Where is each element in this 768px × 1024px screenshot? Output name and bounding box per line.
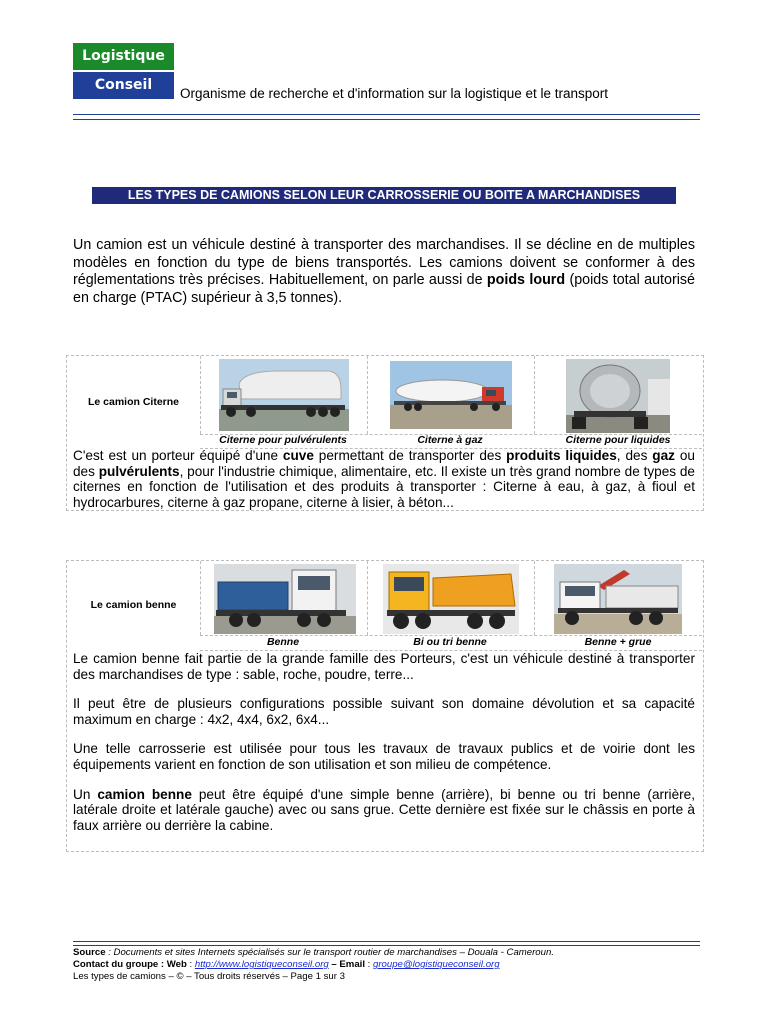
footer-source-label: Source bbox=[73, 947, 106, 958]
citerne-description bbox=[73, 448, 695, 510]
intro-text-1: Un camion est un véhicule destiné à transporter des marchandises. Il se décline en de multiples modèles en fonction du type de biens transportés. Les camions doivent se conformer à des réglementations très précises. Habituellement, on parle aussi de bbox=[73, 237, 695, 288]
footer-source-text: : Documents et sites Internets spécialisés sur le transport routier de marchandises – Douala - Cameroun. bbox=[105, 947, 554, 958]
benne-caption-3: Benne + grue bbox=[584, 636, 652, 648]
benne-paragraph-2: Il peut être de plusieurs configurations possible suivant son domaine dévolution et sa capacité maximum en charge : 4x2, 4x4, 6x2, 6x4... bbox=[73, 696, 695, 727]
footer-email-link[interactable]: groupe@logistiqueconseil.org bbox=[373, 959, 500, 970]
footer-sep-1: : bbox=[186, 959, 195, 970]
citerne-caption-1: Citerne pour pulvérulents bbox=[219, 434, 347, 446]
logo-bottom: Conseil bbox=[73, 72, 174, 99]
footer-contact bbox=[73, 959, 554, 971]
footer-web-link[interactable]: http://www.logistiqueconseil.org bbox=[194, 959, 329, 970]
citerne-table bbox=[66, 355, 704, 511]
benne-label: Le camion benne bbox=[90, 599, 177, 611]
footer bbox=[73, 947, 554, 983]
bi-tri-benne-photo bbox=[383, 564, 519, 634]
footer-divider bbox=[73, 941, 700, 946]
citerne-text-5: , pour l'industrie chimique, alimentaire, etc. Il existe un très grand nombre de types de citernes en fonction de l'utilisation et des produits à transporter : Citerne à eau, à gaz, à fioul et hydrocarbures, citerne à gaz propane, citerne à lisier, à béton... bbox=[73, 463, 695, 510]
header-divider bbox=[73, 114, 700, 120]
benne-description bbox=[73, 651, 695, 847]
page-title: LES TYPES DE CAMIONS SELON LEUR CARROSSERIE OU BOITE A MARCHANDISES bbox=[92, 187, 676, 204]
citerne-text-4: ou des bbox=[73, 448, 695, 479]
benne-caption-2: Bi ou tri benne bbox=[413, 636, 487, 648]
citerne-bold-pulverulents: pulvérulents bbox=[98, 463, 180, 479]
benne-paragraph-4 bbox=[73, 787, 695, 834]
footer-sep-2: – bbox=[328, 959, 340, 970]
citerne-pulverulent-photo bbox=[219, 359, 349, 431]
citerne-bold-gaz: gaz bbox=[652, 448, 675, 463]
benne-grue-photo bbox=[554, 564, 682, 634]
citerne-caption-3: Citerne pour liquides bbox=[565, 434, 671, 446]
intro-text-2: (poids total autorisé en charge (PTAC) supérieur à 3,5 tonnes). bbox=[73, 272, 695, 306]
citerne-text-3: , des bbox=[616, 448, 653, 463]
citerne-caption-2: Citerne à gaz bbox=[417, 434, 483, 446]
citerne-label: Le camion Citerne bbox=[87, 396, 180, 408]
intro-bold: poids lourd bbox=[486, 272, 566, 288]
benne-p4-text-2: peut être équipé d'une simple benne (arrière), bi benne ou tri benne (arrière, latérale droite et latérale gauche) avec ou sans grue. Cette dernière est fixée sur le châssis en porte à faux arrière ou derrière la cabine. bbox=[73, 786, 696, 833]
footer-sep-3: : bbox=[365, 959, 374, 970]
benne-p4-text-1: Un bbox=[73, 786, 98, 802]
citerne-liquides-photo bbox=[566, 359, 670, 433]
citerne-text-2: permettant de transporter des bbox=[313, 448, 507, 463]
header-tagline: Organisme de recherche et d'information sur la logistique et le transport bbox=[180, 86, 609, 101]
benne-table bbox=[66, 560, 704, 852]
citerne-bold-cuve: cuve bbox=[282, 448, 314, 463]
footer-contact-label: Contact du groupe : Web bbox=[73, 959, 187, 970]
benne-caption-1: Benne bbox=[266, 636, 300, 648]
logo bbox=[73, 43, 174, 99]
citerne-gaz-photo bbox=[390, 361, 512, 429]
intro-paragraph bbox=[73, 237, 695, 307]
benne-paragraph-1: Le camion benne fait partie de la grande famille des Porteurs, c'est un véhicule destiné à transporter des marchandises de type : sable, roche, poudre, terre... bbox=[73, 651, 695, 682]
citerne-bold-liquides: produits liquides bbox=[506, 448, 617, 463]
footer-copyright: Les types de camions – © – Tous droits réservés – Page 1 sur 3 bbox=[73, 971, 345, 982]
benne-photo bbox=[214, 564, 356, 634]
footer-email-label: Email bbox=[339, 959, 366, 970]
citerne-text-1: C'est est un porteur équipé d'une bbox=[73, 448, 283, 463]
benne-paragraph-3: Une telle carrosserie est utilisée pour tous les travaux de travaux publics et de voirie dont les équipements varient en fonction de son utilisation et son milieu de compétence. bbox=[73, 741, 695, 772]
footer-source bbox=[73, 947, 554, 959]
benne-p4-bold: camion benne bbox=[97, 786, 192, 802]
logo-top: Logistique bbox=[73, 43, 174, 70]
